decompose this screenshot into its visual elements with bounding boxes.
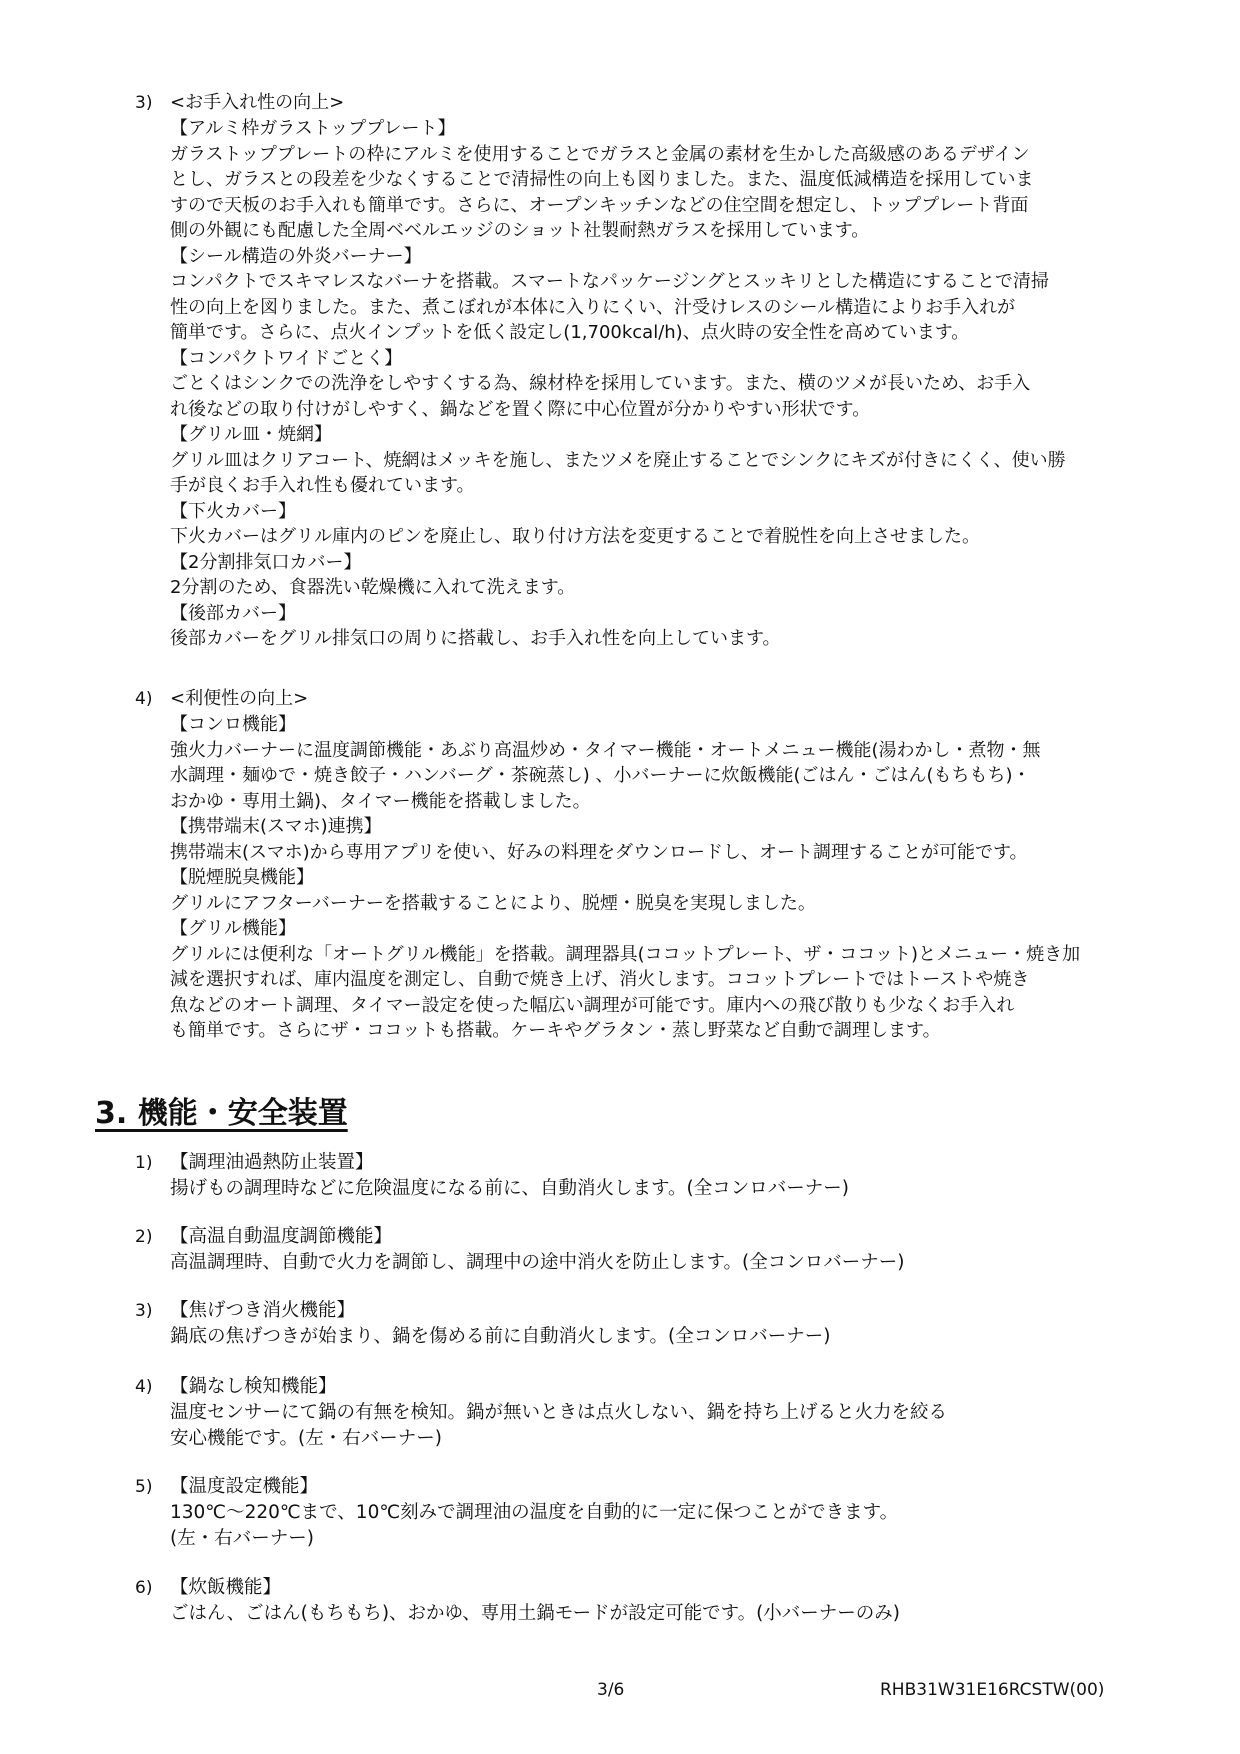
body-line: 後部カバーをグリル排気口の周りに搭載し、お手入れ性を向上しています。 — [170, 628, 781, 649]
body-line: グリル皿はクリアコート、焼網はメッキを施し、またツメを廃止することでシンクにキズが付きにくく、使い勝 — [170, 449, 1066, 471]
section-title: <お手入れ性の向上> — [170, 92, 345, 113]
block-grill-pan — [135, 422, 1175, 499]
block-stove-functions — [135, 712, 1175, 814]
item-number: 3) — [135, 1301, 153, 1321]
safety-item — [135, 1298, 1175, 1350]
safety-item — [135, 1374, 1175, 1452]
block-heading: 【コンロ機能】 — [170, 714, 296, 735]
block-rear-cover — [135, 601, 1175, 652]
item-heading: 【調理油過熱防止装置】 — [170, 1152, 374, 1173]
item-number: 2) — [135, 1227, 153, 1247]
block-grill-functions — [135, 916, 1175, 1044]
block-heading: 【下火カバー】 — [170, 500, 296, 522]
block-lower-cover — [135, 499, 1175, 550]
item-heading: 【高温自動温度調節機能】 — [170, 1226, 393, 1247]
page-number: 3/6 — [597, 1680, 625, 1700]
body-line: ごとくはシンクでの洗浄をしやすくする為、線材枠を採用しています。また、横のツメが長いため、お手入 — [170, 373, 1031, 394]
safety-item — [135, 1575, 1175, 1627]
body-line: 減を選択すれば、庫内温度を測定し、自動で焼き上げ、消火します。ココットプレートではトーストや焼き — [170, 969, 1030, 990]
block-heading: 【シール構造の外炎バーナー】 — [170, 245, 422, 267]
item-line: 安心機能です。(左・右バーナー) — [170, 1428, 442, 1449]
block-heading: 【2分割排気口カバー】 — [170, 551, 362, 573]
body-line: 水調理・麺ゆで・焼き餃子・ハンバーグ・茶碗蒸し) 、小バーナーに炊飯機能(ごはん・ごはん(もちもち)・ — [170, 765, 1031, 786]
item-line: (左・右バーナー) — [170, 1528, 314, 1549]
safety-item — [135, 1224, 1175, 1276]
item-line: 鍋底の焦げつきが始まり、鍋を傷める前に自動消火します。(全コンロバーナー) — [170, 1326, 831, 1347]
body-line: 携帯端末(スマホ)から専用アプリを使い、好みの料理をダウンロードし、オート調理することが可能です。 — [170, 841, 1028, 863]
body-line: れ後などの取り付けがしやすく、鍋などを置く際に中心位置が分かりやすい形状です。 — [170, 398, 871, 420]
block-heading: 【アルミ枠ガラストッププレート】 — [170, 118, 456, 139]
item-heading: 【焦げつき消火機能】 — [170, 1300, 356, 1321]
block-heading: 【後部カバー】 — [170, 602, 296, 624]
block-heading: 【コンパクトワイドごとく】 — [170, 347, 403, 369]
block-heading: 【グリル皿・焼網】 — [170, 424, 332, 445]
section-maintenance — [135, 90, 1175, 652]
block-seal-burner — [135, 244, 1175, 346]
section-number: 3) — [135, 93, 153, 113]
item-heading: 【温度設定機能】 — [170, 1476, 319, 1497]
body-line: コンパクトでスキマレスなバーナを搭載。スマートなパッケージングとスッキリとした構造にすることで清掃 — [170, 271, 1049, 292]
item-line: 高温調理時、自動で火力を調節し、調理中の途中消火を防止します。(全コンロバーナー) — [170, 1252, 905, 1273]
item-heading: 【炊飯機能】 — [170, 1577, 282, 1598]
item-line: 温度センサーにて鍋の有無を検知。鍋が無いときは点火しない、鍋を持ち上げると火力を絞る — [170, 1402, 948, 1423]
body-line: ガラストッププレートの枠にアルミを使用することでガラスと金属の素材を生かした高級感のあるデザイン — [170, 143, 1030, 165]
block-heading: 【脱煙脱臭機能】 — [170, 867, 314, 888]
body-line: 手が良くお手入れ性も優れています。 — [170, 475, 475, 496]
item-number: 1) — [135, 1153, 153, 1173]
item-heading: 【鍋なし検知機能】 — [170, 1376, 337, 1397]
section-number: 4) — [135, 689, 153, 709]
item-line: 130℃～220℃まで、10℃刻みで調理油の温度を自動的に一定に保つことができます。 — [170, 1502, 899, 1523]
body-line: 簡単です。さらに、点火インプットを低く設定し(1,700kcal/h)、点火時の安全性を高めています。 — [170, 322, 970, 343]
item-number: 4) — [135, 1377, 153, 1397]
body-line: 下火カバーはグリル庫内のピンを廃止し、取り付け方法を変更することで着脱性を向上させました。 — [170, 526, 980, 547]
block-glass-plate — [135, 116, 1175, 244]
item-line: ごはん、ごはん(もちもち)、おかゆ、専用土鍋モードが設定可能です。(小バーナーのみ) — [170, 1603, 901, 1624]
safety-item — [135, 1474, 1175, 1552]
body-line: 性の向上を図りました。また、煮こぼれが本体に入りにくい、汁受けレスのシール構造によりお手入れが — [170, 296, 1016, 318]
item-number: 6) — [135, 1578, 153, 1598]
section-title: <利便性の向上> — [170, 688, 309, 709]
block-heading: 【携帯端末(スマホ)連携】 — [170, 816, 382, 837]
document-id: RHB31W31E16RCSTW(00) — [880, 1680, 1105, 1700]
body-line: とし、ガラスとの段差を少なくすることで清掃性の向上も図りました。また、温度低減構造を採用していま — [170, 169, 1034, 190]
item-line: 揚げもの調理時などに危険温度になる前に、自動消火します。(全コンロバーナー) — [170, 1178, 849, 1199]
section-heading: 3. 機能・安全装置 — [95, 1096, 348, 1131]
block-exhaust-cover — [135, 550, 1175, 601]
block-smartphone — [135, 814, 1175, 865]
body-line: すので天板のお手入れも簡単です。さらに、オープンキッチンなどの住空間を想定し、トッププレート背面 — [170, 194, 1029, 216]
body-line: 強火力バーナーに温度調節機能・あぶり高温炒め・タイマー機能・オートメニュー機能(湯わかし・煮物・無 — [170, 739, 1041, 761]
section-convenience — [135, 686, 1175, 1044]
body-line: も簡単です。さらにザ・ココットも搭載。ケーキやグラタン・蒸し野菜など自動で調理します。 — [170, 1020, 941, 1041]
block-trivet — [135, 346, 1175, 423]
block-heading: 【グリル機能】 — [170, 918, 296, 939]
body-line: グリルには便利な「オートグリル機能」を搭載。調理器具(ココットプレート、ザ・ココット)とメニュー・焼き加 — [170, 943, 1081, 965]
body-line: おかゆ・専用土鍋)、タイマー機能を搭載しました。 — [170, 790, 591, 812]
safety-item — [135, 1150, 1175, 1202]
body-line: 魚などのオート調理、タイマー設定を使った幅広い調理が可能です。庫内への飛び散りも少なくお手入れ — [170, 994, 1015, 1016]
block-smoke-odor — [135, 865, 1175, 916]
body-line: 2分割のため、食器洗い乾燥機に入れて洗えます。 — [170, 577, 576, 598]
body-line: 側の外観にも配慮した全周ベベルエッジのショット社製耐熱ガラスを採用しています。 — [170, 220, 870, 241]
body-line: グリルにアフターバーナーを搭載することにより、脱煙・脱臭を実現しました。 — [170, 892, 816, 914]
item-number: 5) — [135, 1477, 153, 1497]
